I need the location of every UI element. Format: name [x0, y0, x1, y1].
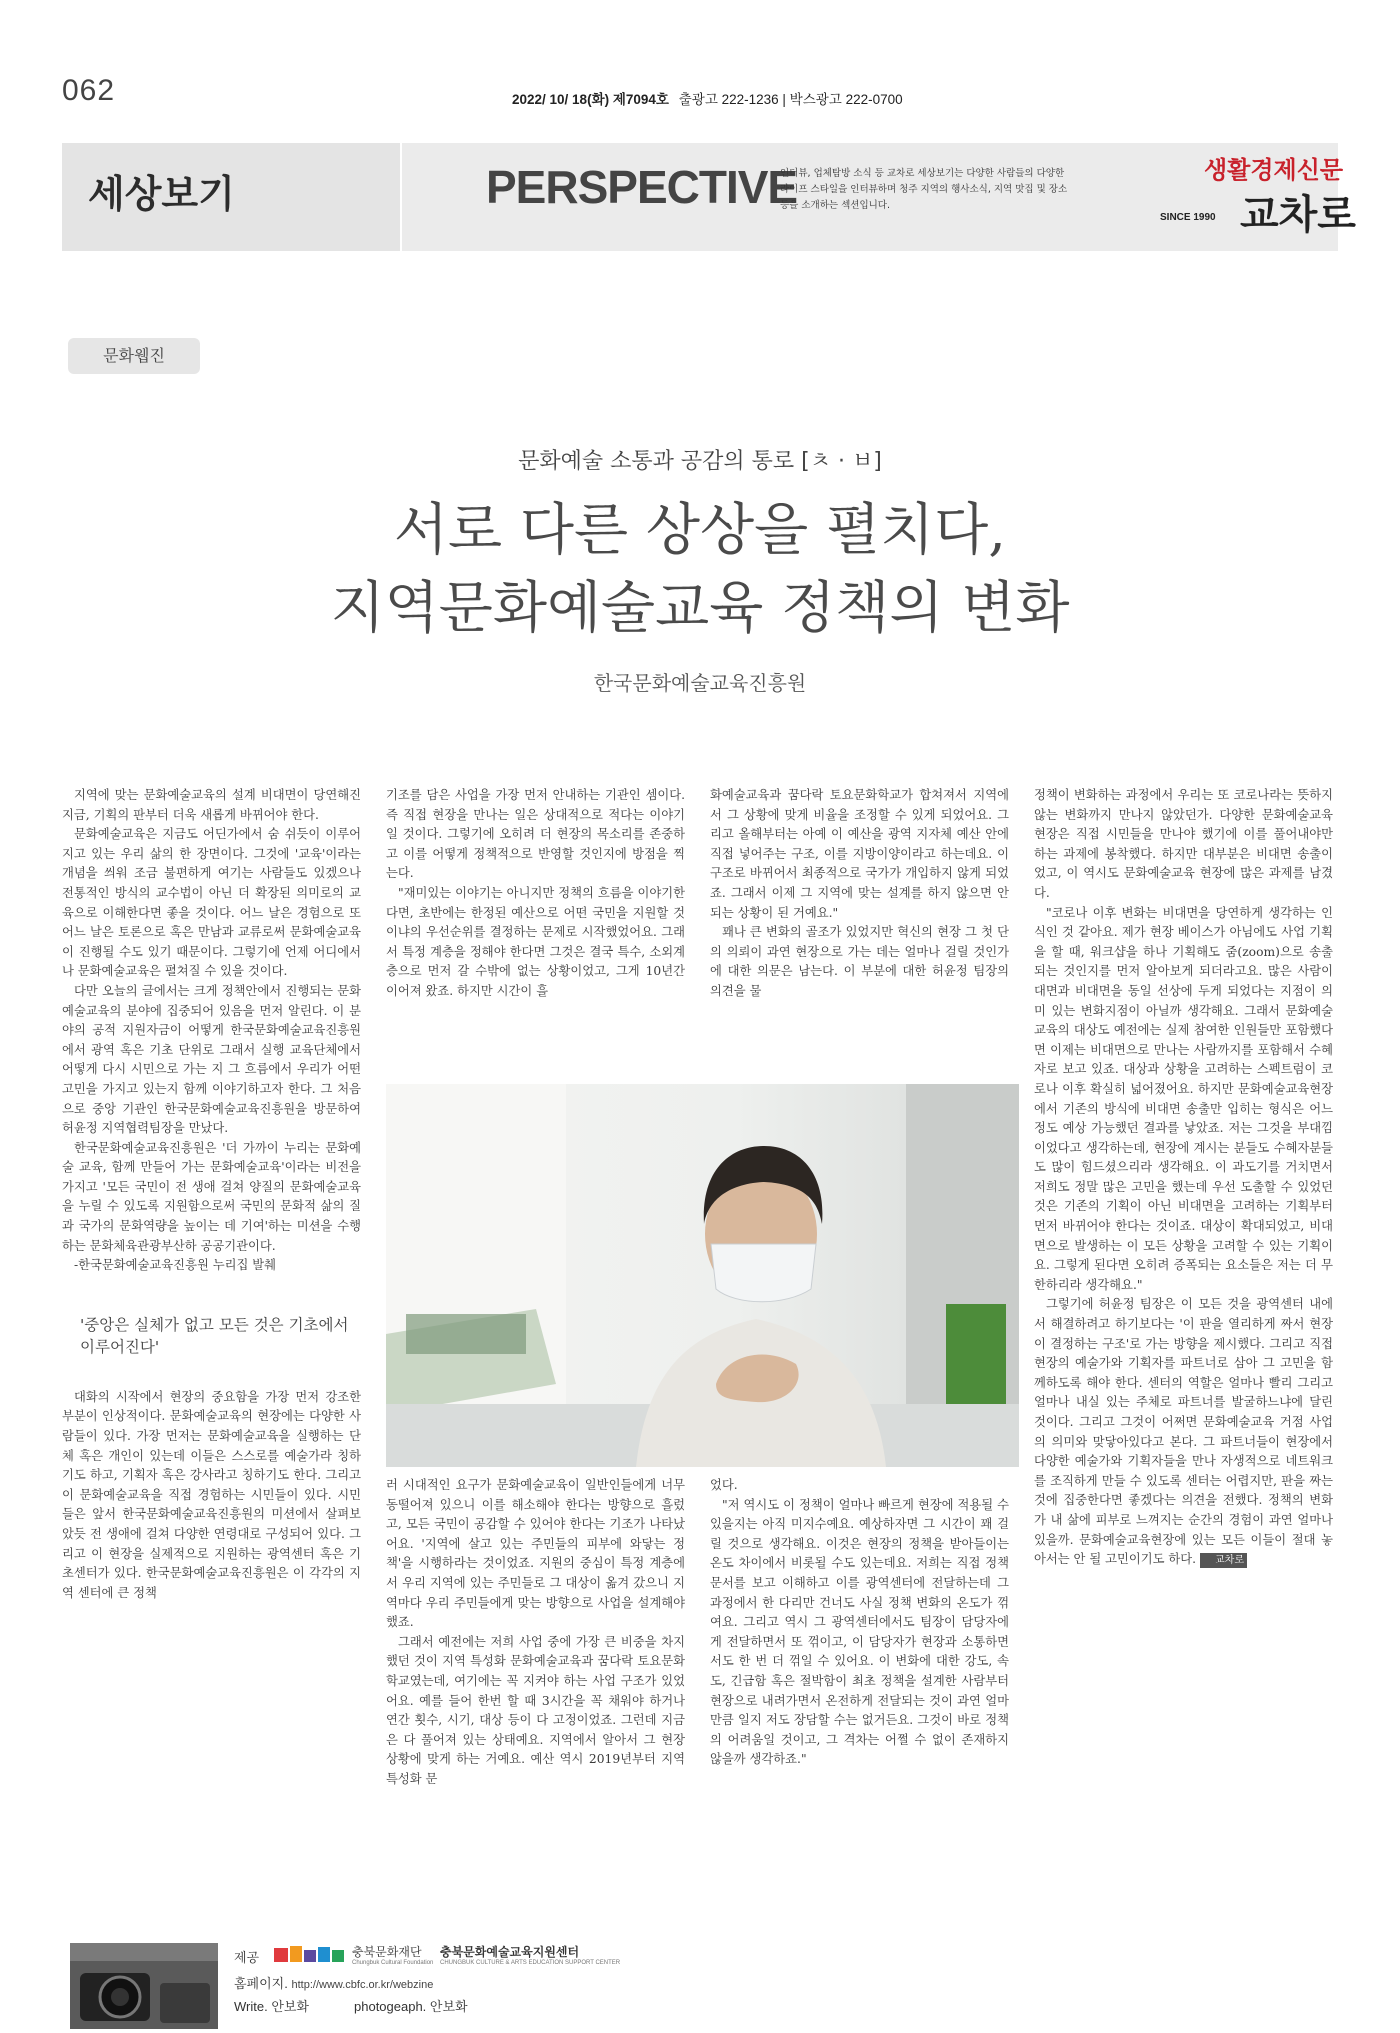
interview-photo — [386, 1084, 1019, 1467]
newspaper-logo — [1160, 148, 1356, 238]
paragraph-text: 그렇기에 허윤정 팀장은 이 모든 것을 광역센터 내에서 해결하려고 하기보다는 '이 판을 열리하게 짜서 현장이 결정하는 구조'로 가는 방향을 제시했다. 그리고 직접 현장의 예술가와 기획자를 파트너로 삼아 그 고민을 함께하도록 해야 한다. 센터의 역할은 얼마나 빨리 그리고 얼마나 내실 있는 주체로 파트너를 발굴하느냐에 달린 것이다. 그리고 그것이 어쩌면 문화예술교육 거점 사업의 의미와 맞닿아있다고 본다. 그 파트너들이 현장에서 다양한 예술가와 기획자들을 만나 자생적으로 네트워크를 조직하게 만들 수 있도록 센터는 어렵지만, 판을 짜는 것에 집중한다면 좋겠다는 의견을 전했다. 정책의 변화가 내 삶에 피부로 느껴지는 순간의 경험이 과연 얼마나 있을까. 문화예술교육현장에 있는 모든 이들이 절대 놓아서는 안 될 고민이기도 하다. — [1034, 1297, 1333, 1567]
paragraph — [1034, 1295, 1333, 1569]
article-column-3 — [710, 786, 1009, 1076]
logo-top-text: 생활경제신문 — [1204, 156, 1344, 184]
article-column-1 — [62, 786, 361, 1904]
provided-label: 제공 — [234, 1950, 260, 1965]
quote-paragraph: "저 역시도 이 정책이 얼마나 빠르게 현장에 적용될 수 있을지는 아직 미지수예요. 예상하자면 그 시간이 꽤 걸릴 것으로 생각해요. 이것은 현장의 정책을 받아들이는 온도 차이에서 비롯될 수도 있는데요. 저희는 직접 정책 문서를 보고 이해하고 이를 광역센터에 전달하는데 그 과정에서 한 다리만 건너도 사실 정책 변화의 온도가 꺾여요. 그리고 역시 그 광역센터에서도 팀장이 담당자에게 전달하면서 또 꺾이고, 이 담당자가 현장과 소통하면서도 한 번 더 꺾일 수 있어요. 이 변화에 대한 강도, 속도, 긴급함 혹은 절박함이 최초 정책을 설계한 사람부터 현장으로 내려가면서 온전하게 전달되는 것이 과연 얼마만큼 일지 저도 장담할 수는 없거든요. 그것이 바로 정책의 어려움일 것이고, 그 격차는 어쩔 수 없이 존재하지 않을까 생각하죠." — [710, 1497, 1009, 1767]
article-column-4 — [1034, 786, 1333, 1911]
article-column-2-lower — [386, 1476, 685, 1906]
foundation-name: 충북문화재단 — [352, 1945, 422, 1959]
paragraph: 그래서 예전에는 저희 사업 중에 가장 큰 비중을 차지했던 것이 지역 특성화 문화예술교육과 꿈다락 토요문화학교였는데, 여기에는 꼭 지켜야 하는 사업 구조가 있었어요. 예를 들어 한번 할 때 3시간을 꼭 채워야 하거나 연간 횟수, 시기, 대상 등이 다 고정이었죠. 그런데 지금은 다 풀어져 있는 상태예요. 지역에서 알아서 그 현장 상황에 맞게 하는 거예요. 예산 역시 2019년부터 지역특성화 문 — [386, 1634, 685, 1786]
paragraph: 기조를 담은 사업을 가장 먼저 안내하는 기관인 셈이다. 즉 직접 현장을 만나는 일은 상대적으로 적다는 이야기일 것이다. 그렇기에 오히려 더 현장의 목소리를 존중하고 이를 어떻게 정책적으로 반영할 것인지에 방점을 찍는다. — [386, 788, 685, 881]
quote-paragraph: "재미있는 이야기는 아니지만 정책의 흐름을 이야기한다면, 초반에는 한정된 예산으로 어떤 국민을 지원할 것이냐의 우선순위를 결정하는 문제로 시작했었어요. 그래서 특정 계층을 정해야 한다면 그것은 결국 특수, 소외계층으로 먼저 갈 수밖에 없는 상황이었고, 그게 10년간 이어져 왔죠. 하지만 시간이 흘 — [386, 885, 685, 998]
date-issue: 2022/ 10/ 18(화) 제7094호 — [512, 92, 669, 107]
end-mark: 교차로 — [1200, 1553, 1247, 1568]
headline-line-2: 지역문화예술교육 정책의 변화 — [330, 576, 1070, 641]
banner-divider — [400, 143, 402, 251]
homepage-label: 홈페이지. — [234, 1976, 288, 1991]
article-kicker: 문화예술 소통과 공감의 통로 [ㅊ · ㅂ] — [518, 449, 882, 474]
section-title: 세상보기 — [88, 172, 235, 216]
quote-paragraph: 화예술교육과 꿈다락 토요문화학교가 합쳐져서 지역에서 그 상황에 맞게 비율을 조정할 수 있게 되었어요. 그리고 올해부터는 아예 이 예산을 광역 지자체 예산 안에 직접 넣어주는 구조, 이를 지방이양이라고 하는데요. 이 구조로 바뀌어서 최종적으로 국가가 개입하지 않게 되었죠. 그래서 이제 그 지역에 맞는 설계를 하지 않으면 안 되는 상황이 된 거예요." — [710, 788, 1009, 920]
homepage-link[interactable]: http://www.cbfc.or.kr/webzine — [291, 1979, 434, 1991]
support-center-name: 충북문화예술교육지원센터 — [440, 1945, 580, 1959]
foundation-logo — [274, 1944, 346, 1964]
article-author: 한국문화예술교육진흥원 — [593, 671, 807, 695]
paragraph: 었다. — [710, 1478, 738, 1492]
logo-since: SINCE 1990 — [1160, 212, 1216, 223]
article-headline — [0, 492, 1400, 648]
page-number: 062 — [62, 74, 116, 107]
paragraph: 문화예술교육은 지금도 어딘가에서 숨 쉬듯이 이루어지고 있는 우리 삶의 한 장면이다. 그것에 '교육'이라는 개념을 씌워 조금 불편하게 여기는 사람들도 있겠으나 전통적인 방식의 교수법이 아닌 더 확장된 의미로의 교육으로 이해한다면 좋을 것이다. 어느 날은 경험으로 또 어느 날은 토론으로 혹은 만남과 교류로써 문화예술교육이 진행될 수도 있기 때문이다. 그렇기에 언제 어디에서나 문화예술교육은 펼쳐질 수 있을 것이다. — [62, 827, 361, 979]
section-description: 인터뷰, 업체탐방 소식 등 교차로 세상보기는 다양한 사람들의 다양한 라이프 스타일을 인터뷰하며 청주 지역의 행사소식, 지역 맛집 및 장소 등을 소개하는 섹션입니다. — [780, 168, 1068, 211]
photo-illustration — [386, 1084, 1019, 1467]
quote-paragraph: "코로나 이후 변화는 비대면을 당연하게 생각하는 인식인 것 같아요. 제가 현장 베이스가 아님에도 사업 기획을 할 때, 워크샵을 하나 기획해도 줌(zoom)으로 송출되는 것인지를 먼저 알아보게 되더라고요. 많은 사람이 대면과 비대면을 동일 선상에 두게 되었다는 지점이 의미 있는 변화지점이 아닐까 생각해요. 그래서 문화예술교육의 대상도 예전에는 실제 참여한 인원들만 포함했다면 이제는 비대면으로 만나는 사람까지를 포함해서 수혜자로 보고 있죠. 대상과 상황을 고려하는 스펙트럼이 코로나 이후 확실히 넓어졌어요. 하지만 문화예술교육현장에서 기존의 방식에 비대면 송출만 입히는 형식은 어느 정도 예상 가능했던 결과를 낳았죠. 저는 그것을 부대낌이었다고 생각하는데, 현장에 계시는 분들도 수혜자분들도 많이 힘드셨으리라 생각해요. 이 과도기를 거치면서 저희도 정말 많은 고민을 했는데 우선 도출할 수 있었던 것은 기존의 기획이 아닌 비대면을 고려하는 기획부터 먼저 바뀌어야 한다는 것이죠. 대상이 확대되었고, 비대면으로 발생하는 이 모든 상황을 고려할 수 있는 기획이요. 그렇게 된다면 오히려 증폭되는 요소들은 저는 더 무한하리라 생각해요." — [1034, 905, 1333, 1292]
photo-credit: photogeaph. 안보화 — [354, 1999, 468, 2014]
ad-contacts: 출광고 222-1236 | 박스광고 222-0700 — [678, 92, 903, 107]
article-column-3-lower — [710, 1476, 1009, 1906]
headline-line-1: 서로 다른 상상을 펼치다, — [393, 498, 1007, 563]
issue-info — [512, 88, 903, 108]
paragraph: 한국문화예술교육진흥원은 '더 가까이 누리는 문화예술 교육, 함께 만들어 가는 문화예술교육'이라는 비전을 가지고 '모든 국민이 전 생애 걸쳐 양질의 문화예술교육을 누릴 수 있도록 지원함으로써 국민의 문화적 삶의 질과 국가의 문화역량을 높이는 데 기여'하는 미션을 수행하는 문화체육관광부산하 공공기관이다. — [62, 1140, 361, 1253]
paragraph: 대화의 시작에서 현장의 중요함을 가장 먼저 강조한 부분이 인상적이다. 문화예술교육의 현장에는 다양한 사람들이 있다. 가장 먼저는 문화예술교육을 실행하는 단체 혹은 개인이 있는데 이들은 스스로를 예술가라 칭하기도 하고, 기획자 혹은 강사라고 칭하기도 한다. 그리고 이 문화예술교육을 직접 경험하는 시민들이 있다. 시민들은 앞서 한국문화예술교육진흥원의 미션에서 살펴보았듯 전 생애에 걸쳐 다양한 연령대로 구성되어 있다. 그리고 이 현장을 실제적으로 지원하는 광역센터 혹은 기초센터가 있다. 한국문화예술교육진흥원은 이 각각의 지역 센터에 큰 정책 — [62, 1389, 361, 1600]
paragraph: 러 시대적인 요구가 문화예술교육이 일반인들에게 너무 동떨어져 있으니 이를 해소해야 한다는 방향으로 흘렀고, 모든 국민이 공감할 수 있어야 한다는 기조가 나타났어요. '지역에 살고 있는 주민들의 피부에 와닿는 정책'을 시행하라는 것이었죠. 지원의 중심이 특정 계층에서 우리 지역에 있는 주민들로 그 대상이 옮겨 갔으니 지역마다 우리 주민들에게 맞는 방향으로 사업을 설계해야 했죠. — [386, 1478, 685, 1630]
category-tag: 문화웹진 — [68, 338, 200, 374]
paragraph: 다만 오늘의 글에서는 크게 정책안에서 진행되는 문화예술교육의 분야에 집중되어 있음을 먼저 알린다. 이 분야의 공적 지원자금이 어떻게 한국문화예술교육진흥원에서 광역 혹은 기초 단위로 그래서 실행 교육단체에서 어떻게 다시 시민으로 가는 지 그 흐름에서 우리가 어떤 고민을 가지고 있는지 함께 이야기하고자 한다. 그 처음으로 중앙 기관인 한국문화예술교육진흥원을 방문하여 허윤정 지역협력팀장을 만났다. — [62, 983, 361, 1136]
support-center-name-en: CHUNGBUK CULTURE & ARTS EDUCATION SUPPORT CENTER — [440, 1960, 621, 1966]
paragraph: 정책이 변화하는 과정에서 우리는 또 코로나라는 뜻하지 않는 변화까지 만나지 않았던가. 다양한 문화예술교육 현장은 직접 시민들을 만나야 했기에 이를 풀어내야만 하는 과제에 봉착했다. 하지만 대부분은 비대면 송출이었고, 이 역시도 문화예술교육 현장에 많은 과제를 남겼다. — [1034, 788, 1333, 900]
footer-camera-photo — [70, 1943, 218, 2029]
foundation-name-en: Chungbuk Cultural Foundation — [352, 1960, 434, 1966]
writer-credit: Write. 안보화 — [234, 1999, 309, 2014]
article-column-2 — [386, 786, 685, 1076]
perspective-title: PERSPECTIVE — [486, 161, 798, 213]
homepage — [234, 1973, 433, 1992]
source-note: -한국문화예술교육진흥원 누리집 발췌 — [74, 1258, 277, 1273]
pull-quote: '중앙은 실체가 없고 모든 것은 기초에서 이루어진다' — [80, 1315, 349, 1356]
logo-name: 교차로 — [1240, 192, 1356, 238]
paragraph: 꽤나 큰 변화의 골조가 있었지만 혁신의 현장 그 첫 단의 의뢰이 과연 현장으로 가는 데는 얼마나 걸릴 것인가에 대한 의문은 남는다. 이 부분에 대한 허윤정 팀장의 의견을 물 — [710, 925, 1009, 998]
paragraph: 지역에 맞는 문화예술교육의 설계 비대면이 당연해진 지금, 기획의 판부터 더욱 새롭게 바뀌어야 한다. — [62, 788, 361, 822]
